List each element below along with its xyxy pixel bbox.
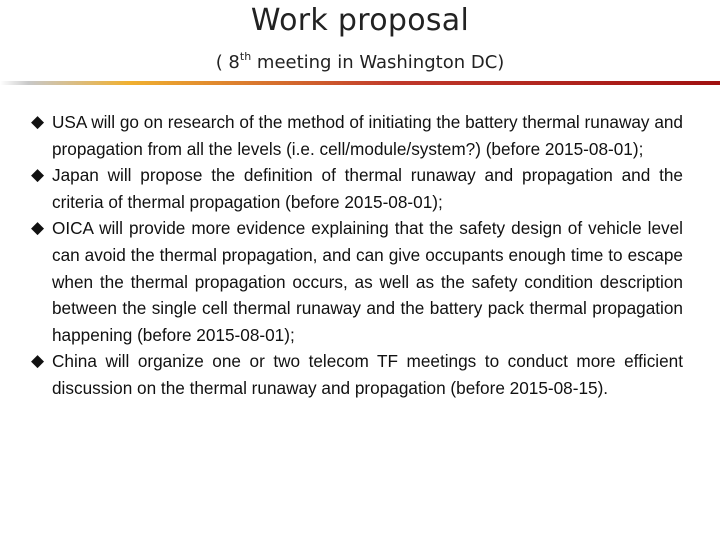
subtitle-ordinal-suffix: th (239, 50, 252, 63)
slide-subtitle (0, 52, 720, 73)
subtitle-suffix: meeting in Washington DC) (251, 52, 505, 73)
list-item (31, 348, 683, 401)
title-divider (0, 81, 720, 85)
list-item (31, 215, 683, 348)
list-item (31, 162, 683, 215)
subtitle-prefix: ( 8 (215, 52, 240, 73)
list-item-text: Japan will propose the definition of thermal runaway and propagation and the criteria of thermal propagation (before 2015-08-01); (52, 165, 683, 212)
proposal-list (31, 109, 683, 402)
diamond-bullet-icon: ◆ (31, 218, 45, 239)
diamond-bullet-icon: ◆ (31, 351, 45, 372)
list-item-text: China will organize one or two telecom TF meetings to conduct more efficient discussion on the thermal runaway and propagation (before 2015-08-15). (52, 351, 683, 398)
diamond-bullet-icon: ◆ (31, 112, 45, 132)
list-item-text: OICA will provide more evidence explaining that the safety design of vehicle level can avoid the thermal propagation, and can give occupants enough time to escape when the thermal propagation occurs, as well as the safety condition description between the single cell thermal runaway and the battery pack thermal propagation happening (before 2015-08-01); (52, 218, 683, 345)
slide-title: Work proposal (250, 3, 470, 38)
list-item (31, 109, 683, 162)
list-item-text: USA will go on research of the method of initiating the battery thermal runaway and propagation from all the levels (i.e. cell/module/system?) (before 2015-08-01); (52, 112, 683, 159)
diamond-bullet-icon: ◆ (31, 165, 45, 186)
